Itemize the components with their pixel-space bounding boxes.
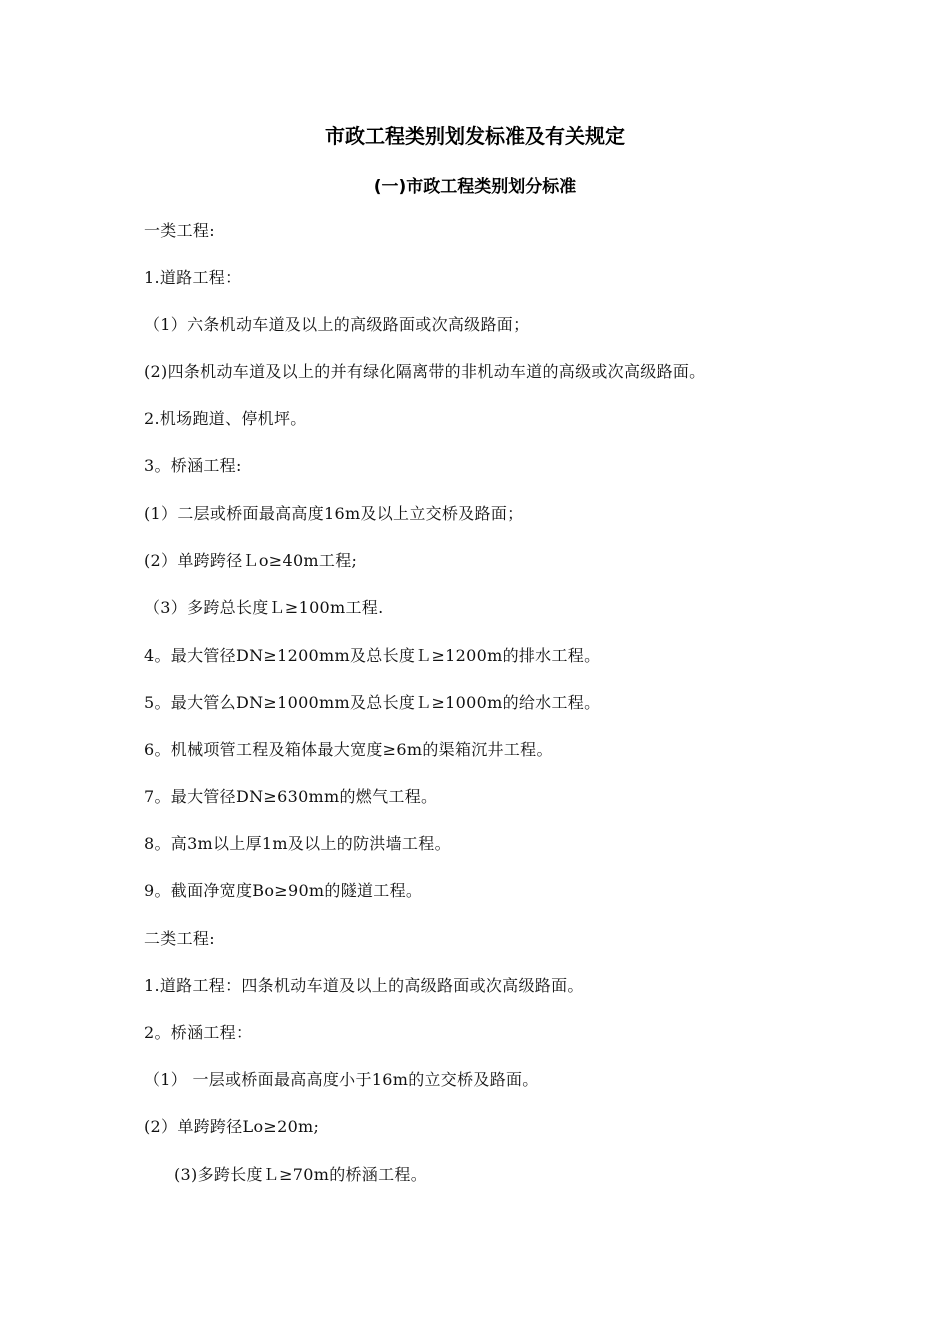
- text-line: (2）单跨跨径Lo≥20m;: [144, 1117, 320, 1136]
- section-heading: (一)市政工程类别划分标准: [373, 177, 577, 197]
- text-line: 8。高3m以上厚1m及以上的防洪墙工程。: [144, 834, 451, 853]
- text-line: 6。机械项管工程及箱体最大宽度≥6m的渠箱沉井工程。: [144, 740, 553, 759]
- text-line: 5。最大管么DN≥1000mm及总长度Ｌ≥1000m的给水工程。: [144, 693, 601, 712]
- text-line: （1）六条机动车道及以上的高级路面或次高级路面；: [144, 315, 530, 334]
- text-line: (2)四条机动车道及以上的并有绿化隔离带的非机动车道的高级或次高级路面。: [144, 362, 706, 381]
- text-line: (3)多跨长度Ｌ≥70m的桥涵工程。: [174, 1165, 428, 1184]
- text-line: 1.道路工程：四条机动车道及以上的高级路面或次高级路面。: [144, 976, 584, 995]
- text-line: 1.道路工程：: [144, 268, 242, 287]
- text-line: (2）单跨跨径Ｌo≥40m工程;: [144, 551, 358, 570]
- text-line: （1） 一层或桥面最高高度小于16m的立交桥及路面。: [144, 1070, 539, 1089]
- text-line: 2.机场跑道、停机坪。: [144, 409, 307, 428]
- text-line: (1）二层或桥面最高高度16m及以上立交桥及路面；: [144, 504, 524, 523]
- text-line: 7。最大管径DN≥630mm的燃气工程。: [144, 787, 438, 806]
- text-line: 9。截面净宽度Bo≥90m的隧道工程。: [144, 881, 423, 900]
- category-heading-class-1: 一类工程:: [144, 221, 215, 240]
- text-line: （3）多跨总长度Ｌ≥100m工程.: [144, 598, 384, 617]
- text-line: 4。最大管径DN≥1200mm及总长度Ｌ≥1200m的排水工程。: [144, 646, 601, 665]
- category-heading-class-2: 二类工程:: [144, 929, 215, 948]
- text-line: 3。桥涵工程:: [144, 456, 242, 475]
- document-title: 市政工程类别划发标准及有关规定: [325, 124, 625, 148]
- text-line: 2。桥涵工程：: [144, 1023, 253, 1042]
